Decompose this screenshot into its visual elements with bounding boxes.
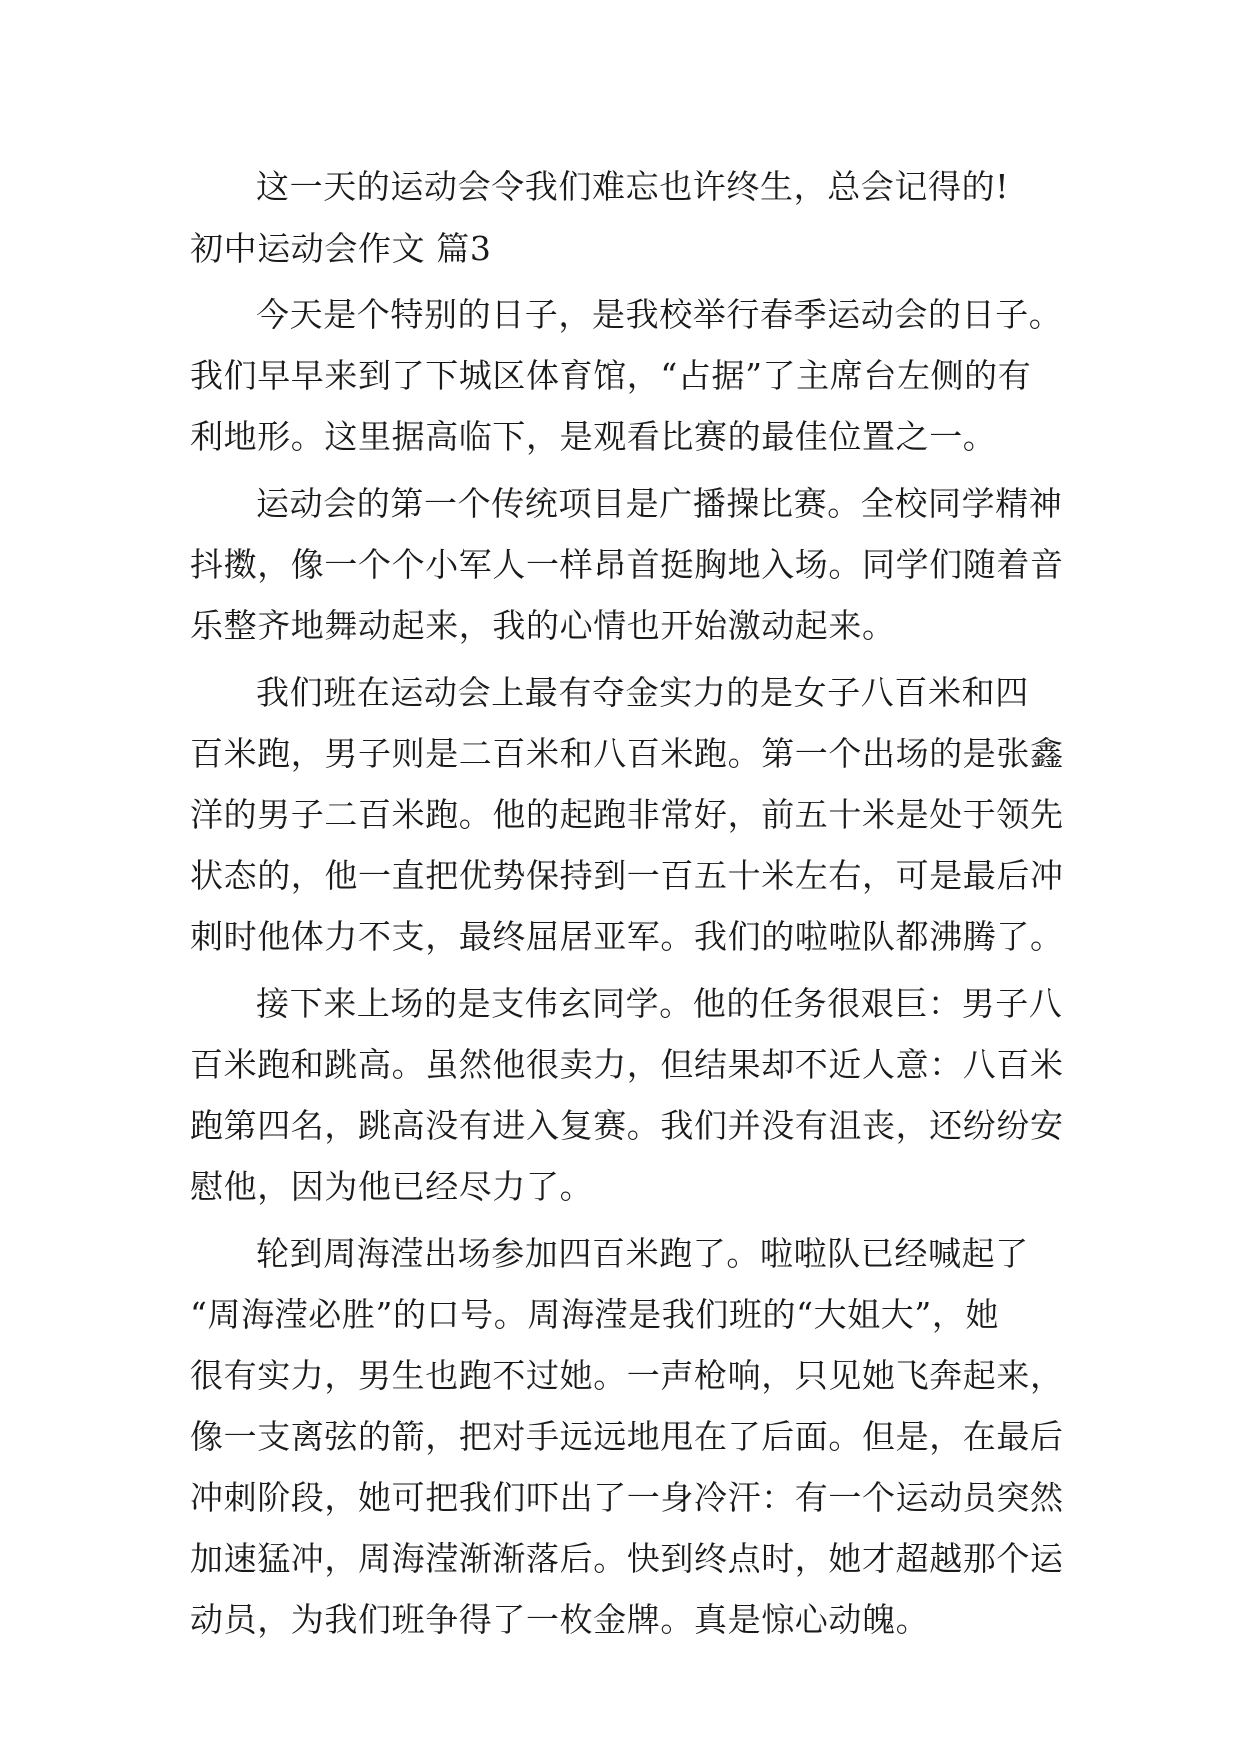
closing-line: 这一天的运动会令我们难忘也许终生，总会记得的!: [256, 167, 1010, 206]
paragraph-line: 今天是个特别的日子，是我校举行春季运动会的日子。: [256, 295, 1063, 334]
section-title: 初中运动会作文 篇3: [190, 229, 492, 268]
paragraph-line: 很有实力，男生也跑不过她。一声枪响，只见她飞奔起来，: [190, 1356, 1064, 1395]
paragraph-5: [190, 1223, 1064, 1650]
paragraph-line: 利地形。这里据高临下，是观看比赛的最佳位置之一。: [190, 417, 997, 456]
paragraph-2: [190, 473, 1064, 656]
paragraph-line: 百米跑和跳高。虽然他很卖力，但结果却不近人意：八百米: [190, 1045, 1064, 1084]
paragraph-line: 像一支离弦的箭，把对手远远地甩在了后面。但是，在最后: [190, 1417, 1064, 1456]
document-body: [190, 160, 1064, 1650]
paragraph-line: 慰他，因为他已经尽力了。: [190, 1167, 594, 1206]
paragraph-line: 我们班在运动会上最有夺金实力的是女子八百米和四: [256, 673, 1029, 712]
paragraph-line: 轮到周海滢出场参加四百米跑了。啦啦队已经喊起了: [256, 1234, 1029, 1273]
paragraph-line: 动员，为我们班争得了一枚金牌。真是惊心动魄。: [190, 1600, 930, 1639]
paragraph-4: [190, 973, 1064, 1217]
paragraph-line: 跑第四名，跳高没有进入复赛。我们并没有沮丧，还纷纷安: [190, 1106, 1064, 1145]
paragraph-line: “周海滢必胜”的口号。周海滢是我们班的“大姐大”，她: [190, 1295, 1000, 1334]
paragraph-line: 我们早早来到了下城区体育馆，“占据”了主席台左侧的有: [190, 356, 1032, 395]
paragraph-line: 刺时他体力不支，最终屈居亚军。我们的啦啦队都沸腾了。: [190, 917, 1064, 956]
paragraph-line: 加速猛冲，周海滢渐渐落后。快到终点时，她才超越那个运: [190, 1539, 1064, 1578]
paragraph-3: [190, 662, 1064, 967]
paragraph-1: [190, 284, 1063, 467]
paragraph-line: 乐整齐地舞动起来，我的心情也开始激动起来。: [190, 606, 896, 645]
paragraph-line: 冲刺阶段，她可把我们吓出了一身冷汗：有一个运动员突然: [190, 1478, 1064, 1517]
paragraph-line: 百米跑，男子则是二百米和八百米跑。第一个出场的是张鑫: [190, 734, 1064, 773]
paragraph-line: 状态的，他一直把优势保持到一百五十米左右，可是最后冲: [190, 856, 1064, 895]
paragraph-line: 接下来上场的是支伟玄同学。他的任务很艰巨：男子八: [256, 984, 1063, 1023]
paragraph-line: 抖擞，像一个个小军人一样昂首挺胸地入场。同学们随着音: [190, 545, 1064, 584]
paragraph-line: 运动会的第一个传统项目是广播操比赛。全校同学精神: [256, 484, 1063, 523]
paragraph-line: 洋的男子二百米跑。他的起跑非常好，前五十米是处于领先: [190, 795, 1064, 834]
